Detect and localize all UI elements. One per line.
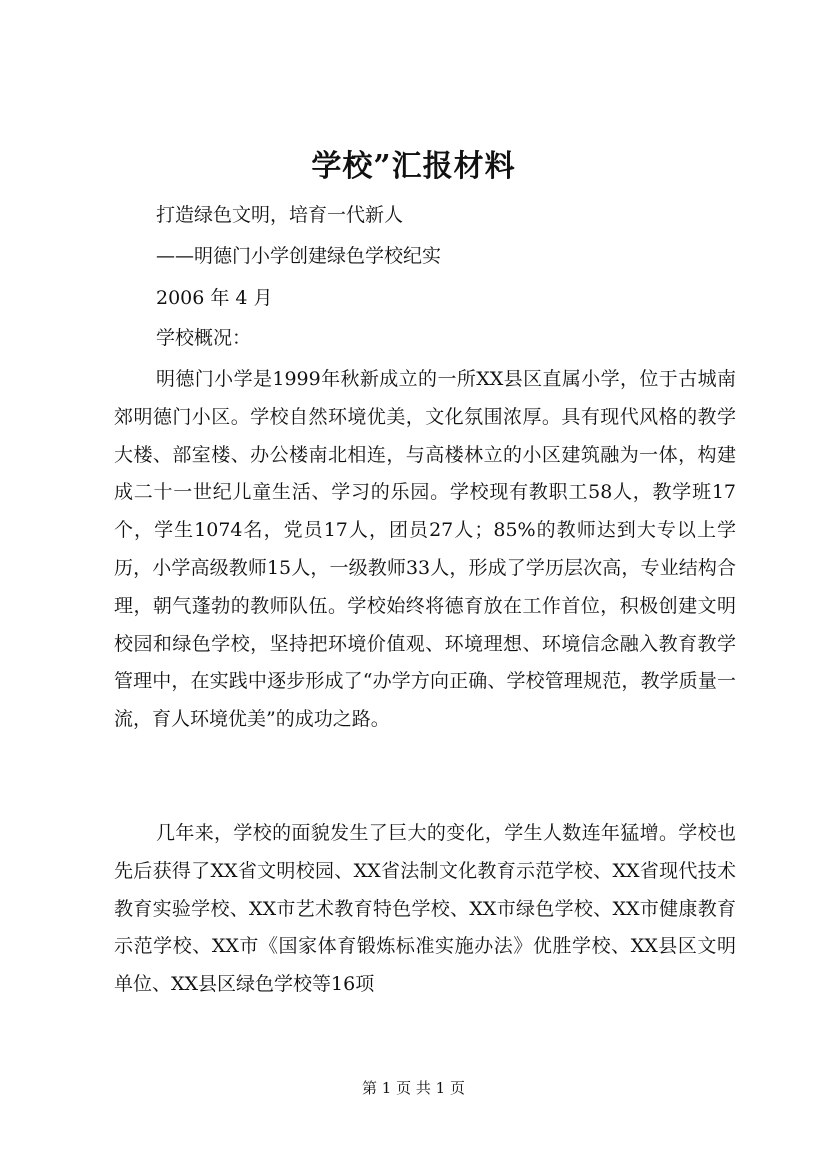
subtitle: 打造绿色文明，培育一代新人 — [156, 204, 404, 226]
document-date: 2006 年 4 月 — [156, 287, 273, 309]
byline: ——明德门小学创建绿色学校纪实 — [156, 245, 442, 267]
paragraph-achievements: 几年来，学校的面貌发生了巨大的变化，学生人数连年猛增。学校也先后获得了XX省文明校园、XX省法制文化教育示范学校、XX省现代技术教育实验学校、XX市艺术教育特色学校、XX市绿色学校、XX市健康教育示范学校、XX市《国家体育锻炼标准实施办法》优胜学校、XX县区文明单位、XX县区绿色学校等16项 — [114, 822, 736, 996]
section-heading: 学校概况： — [156, 327, 252, 349]
page-footer: 第 1 页 共 1 页 — [362, 1079, 465, 1097]
document-title: 学校”汇报材料 — [311, 149, 516, 184]
paragraph-overview: 明德门小学是1999年秋新成立的一所XX县区直属小学，位于古城南郊明德门小区。学校自然环境优美，文化氛围浓厚。具有现代风格的教学大楼、部室楼、办公楼南北相连，与高楼林立的小区建筑融为一体，构建成二十一世纪儿童生活、学习的乐园。学校现有教职工58人，教学班17个，学生1074名，党员17人，团员27人；85%的教师达到大专以上学历，小学高级教师15人，一级教师33人，形成了学历层次高，专业结构合理，朝气蓬勃的教师队伍。学校始终将德育放在工作首位，积极创建文明校园和绿色学校，坚持把环境价值观、环境理想、环境信念融入教育教学管理中，在实践中逐步形成了“办学方向正确、学校管理规范，教学质量一流，育人环境优美”的成功之路。 — [114, 368, 736, 731]
